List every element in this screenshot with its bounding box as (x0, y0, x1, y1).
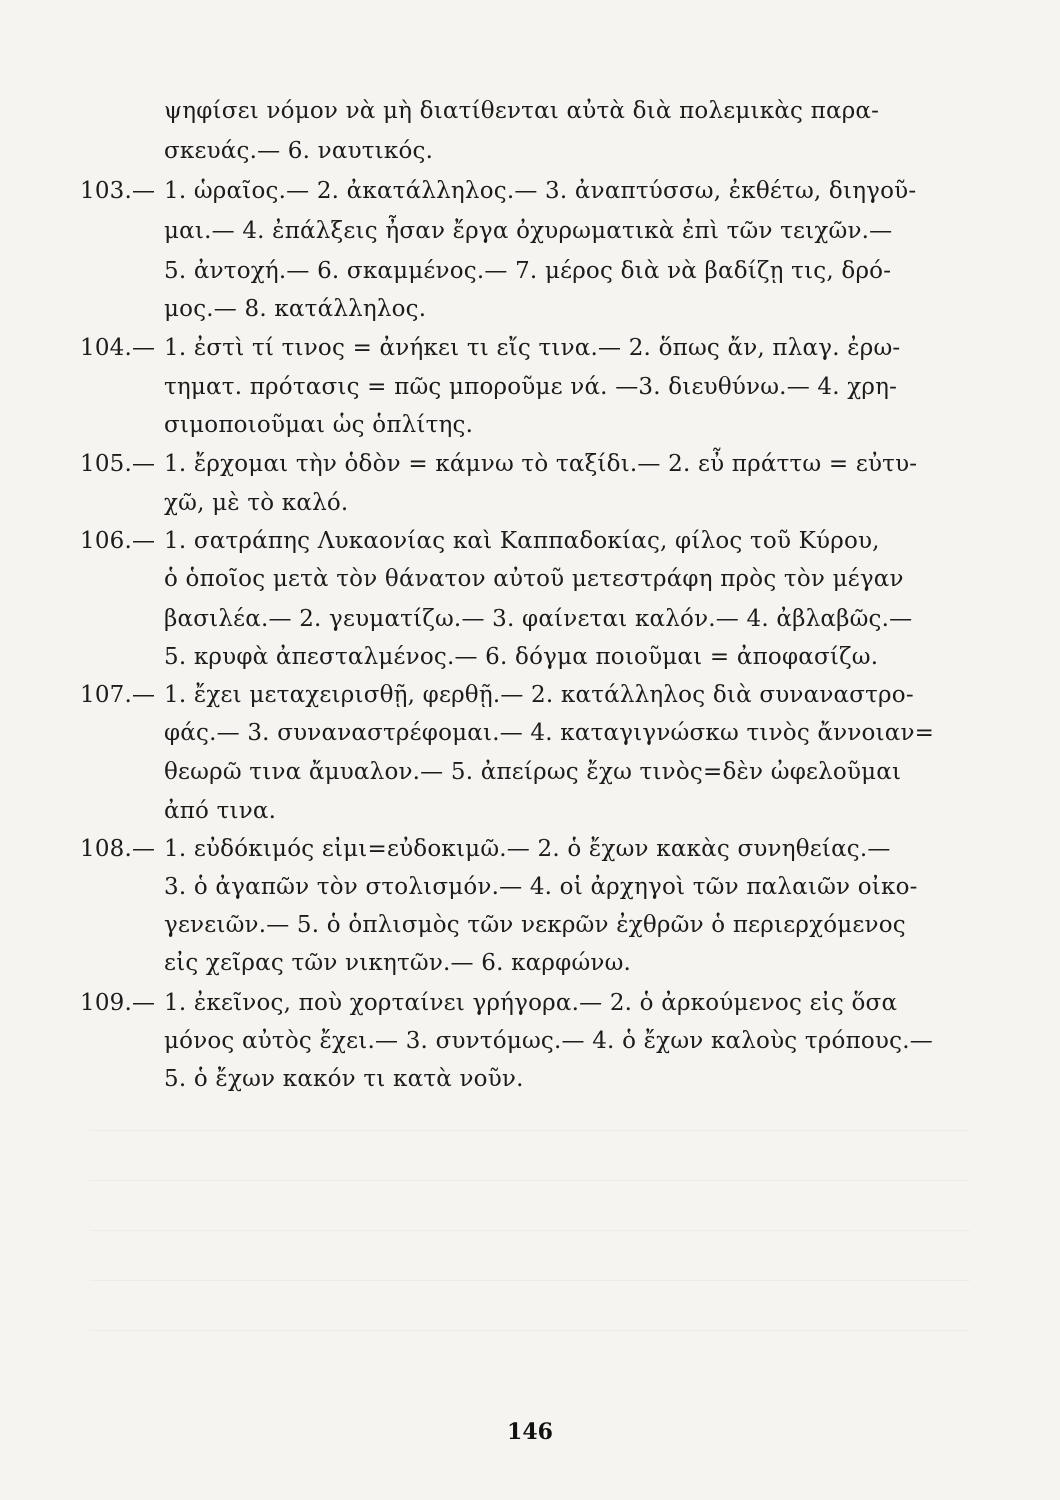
entry-number-108: 108.— (80, 836, 156, 862)
text-line: 1. ὡραῖος.— 2. ἀκατάλληλος.— 3. ἀναπτύσσω, ἐκθέτω, διηγοῦ- (164, 178, 917, 204)
text-line: τηματ. πρότασις = πῶς μποροῦμε νά. —3. διευθύνω.— 4. χρη- (164, 374, 898, 400)
page-number: 146 (507, 1419, 553, 1445)
text-line: 5. ὁ ἔχων κακόν τι κατὰ νοῦν. (164, 1066, 524, 1092)
entry-number-103: 103.— (80, 178, 156, 204)
show-through-line (90, 1330, 970, 1331)
text-line: 1. σατράπης Λυκαονίας καὶ Καππαδοκίας, φίλος τοῦ Κύρου, (164, 528, 880, 554)
entry-number-109: 109.— (80, 990, 156, 1016)
text-line: σιμοποιοῦμαι ὡς ὁπλίτης. (164, 412, 474, 438)
show-through-line (90, 1180, 970, 1181)
text-line: 1. ἔρχομαι τὴν ὁδὸν = κάμνω τὸ ταξίδι.— 2. εὖ πράττω = εὐτυ- (164, 451, 918, 477)
entry-number-106: 106.— (80, 528, 156, 554)
text-line: 1. εὐδόκιμός εἰμι=εὐδοκιμῶ.— 2. ὁ ἔχων κακὰς συνηθείας.— (164, 836, 891, 862)
entry-number-104: 104.— (80, 335, 156, 361)
text-line: μόνος αὐτὸς ἔχει.— 3. συντόμως.— 4. ὁ ἔχων καλοὺς τρόπους.— (164, 1028, 933, 1054)
text-line: ἀπό τινα. (164, 798, 277, 824)
text-line: εἰς χεῖρας τῶν νικητῶν.— 6. καρφώνω. (164, 950, 632, 976)
show-through-line (90, 1280, 970, 1281)
text-line: 5. ἀντοχή.— 6. σκαμμένος.— 7. μέρος διὰ νὰ βαδίζῃ τις, δρό- (164, 258, 892, 284)
text-line: 1. ἐκεῖνος, ποὺ χορταίνει γρήγορα.— 2. ὁ ἀρκούμενος εἰς ὅσα (164, 990, 898, 1016)
text-line: 3. ὁ ἀγαπῶν τὸν στολισμόν.— 4. οἱ ἀρχηγοὶ τῶν παλαιῶν οἰκο- (164, 874, 918, 900)
text-line: βασιλέα.— 2. γευματίζω.— 3. φαίνεται καλόν.— 4. ἀβλαβῶς.— (164, 606, 913, 632)
entry-number-107: 107.— (80, 682, 156, 708)
text-line: ὁ ὁποῖος μετὰ τὸν θάνατον αὐτοῦ μετεστράφη πρὸς τὸν μέγαν (164, 566, 904, 592)
text-line: 1. ἔχει μεταχειρισθῇ, φερθῇ.— 2. κατάλληλος διὰ συναναστρο- (164, 682, 914, 708)
text-line: ψηφίσει νόμον νὰ μὴ διατίθενται αὐτὰ διὰ πολεμικὰς παρα- (164, 98, 880, 124)
text-line: γενειῶν.— 5. ὁ ὁπλισμὸς τῶν νεκρῶν ἐχθρῶν ὁ περιερχόμενος (164, 912, 906, 938)
text-line: 1. ἐστὶ τί τινος = ἀνήκει τι εἴς τινα.— 2. ὅπως ἄν, πλαγ. ἐρω- (164, 335, 901, 361)
text-line: μος.— 8. κατάλληλος. (164, 296, 427, 322)
entry-number-105: 105.— (80, 451, 156, 477)
text-line: φάς.— 3. συναναστρέφομαι.— 4. καταγιγνώσκω τινὸς ἄννοιαν= (164, 720, 935, 746)
show-through-line (90, 1130, 970, 1131)
show-through-line (90, 1230, 970, 1231)
text-line: θεωρῶ τινα ἄμυαλον.— 5. ἀπείρως ἔχω τινὸς=δὲν ὠφελοῦμαι (164, 759, 902, 785)
text-line: χῶ, μὲ τὸ καλό. (164, 490, 349, 516)
text-line: 5. κρυφὰ ἀπεσταλμένος.— 6. δόγμα ποιοῦμαι = ἀποφασίζω. (164, 644, 879, 670)
text-line: σκευάς.— 6. ναυτικός. (164, 138, 434, 164)
text-line: μαι.— 4. ἐπάλξεις ἦσαν ἔργα ὀχυρωματικὰ ἐπὶ τῶν τειχῶν.— (164, 218, 893, 244)
